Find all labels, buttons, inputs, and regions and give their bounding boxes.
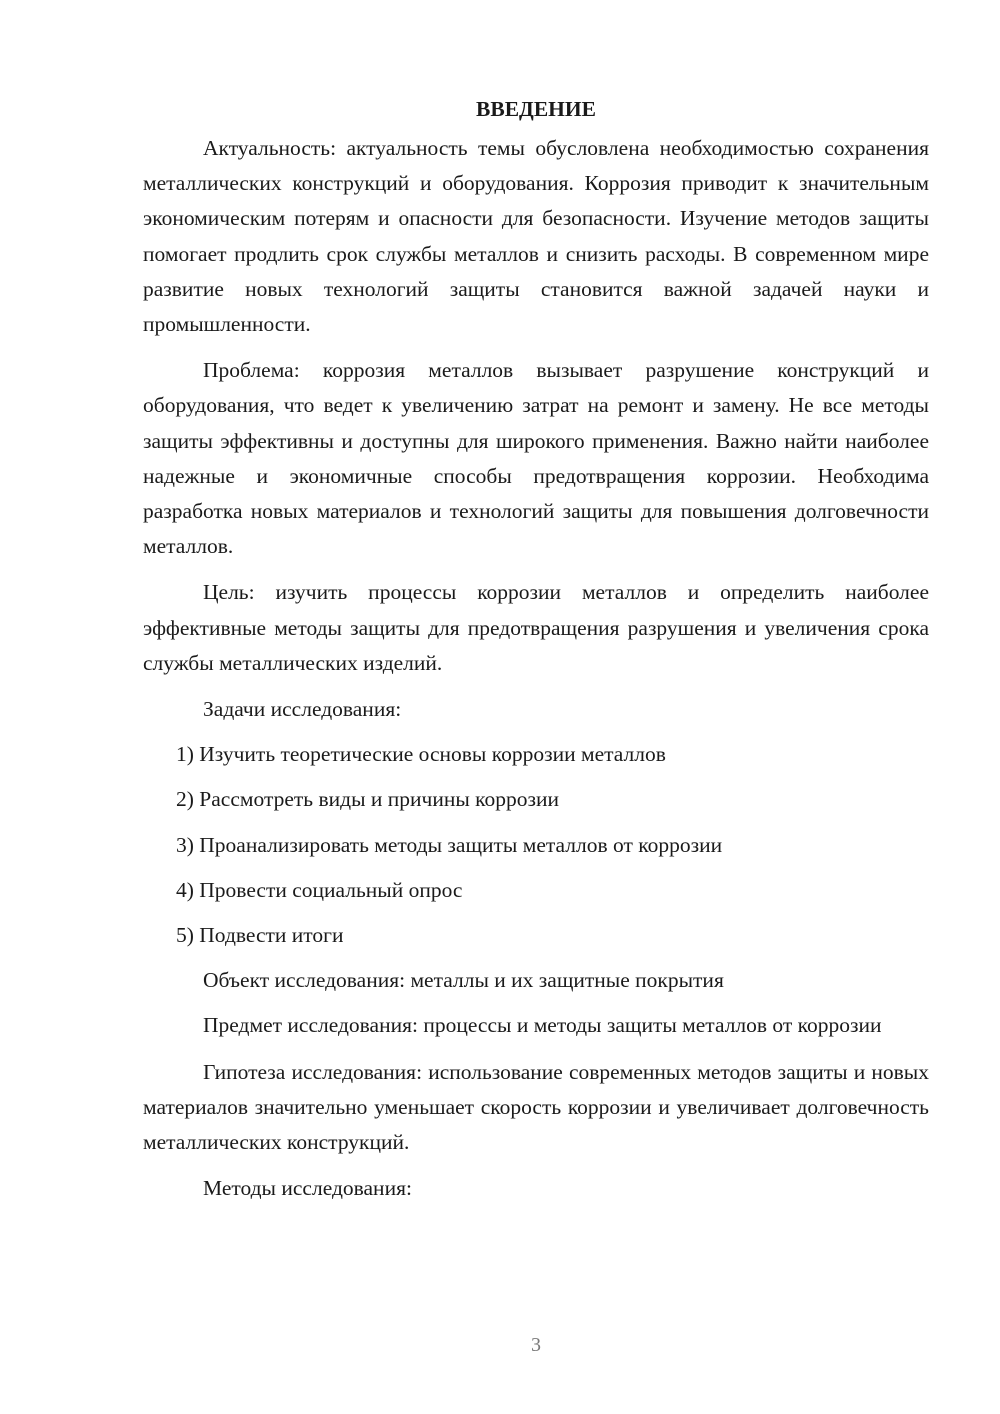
list-item: 1) Изучить теоретические основы коррозии металлов [176,742,666,767]
list-item: 5) Подвести итоги [176,923,344,948]
document-page [143,92,929,1216]
paragraph-subject: Предмет исследования: процессы и методы защиты металлов от коррозии [203,1013,882,1038]
paragraph-problem: Проблема: коррозия металлов вызывает разрушение конструкций и оборудования, что ведет к увеличению затрат на ремонт и замену. Не все методы защиты эффективны и доступны для широкого применения. Важно найти наиболее надежные и экономичные способы предотвращения коррозии. Необходима разработка новых материалов и технологий защиты для повышения долговечности металлов. [143,358,929,559]
tasks-list [143,737,929,953]
tasks-heading: Задачи исследования: [203,697,402,722]
list-item: 4) Провести социальный опрос [176,877,463,902]
page-number: 3 [531,1334,541,1356]
paragraph-hypothesis: Гипотеза исследования: использование современных методов защиты и новых материалов значительно уменьшает скорость коррозии и увеличивает долговечность металлических конструкций. [143,1059,929,1155]
paragraph-relevance: Актуальность: актуальность темы обусловлена необходимостью сохранения металлических конструкций и оборудования. Коррозия приводит к значительным экономическим потерям и опасности для безопасности. Изучение методов защиты помогает продлить срок службы металлов и снизить расходы. В современном мире развитие новых технологий защиты становится важной задачей науки и промышленности. [143,136,929,337]
paragraph-goal: Цель: изучить процессы коррозии металлов и определить наиболее эффективные методы защиты для предотвращения разрушения и увеличения срока службы металлических изделий. [143,580,929,675]
list-item: 3) Проанализировать методы защиты металлов от коррозии [176,832,723,857]
paragraph-object: Объект исследования: металлы и их защитные покрытия [203,968,724,993]
page-title: ВВЕДЕНИЕ [476,97,596,121]
list-item: 2) Рассмотреть виды и причины коррозии [176,787,560,812]
methods-heading: Методы исследования: [203,1176,412,1201]
